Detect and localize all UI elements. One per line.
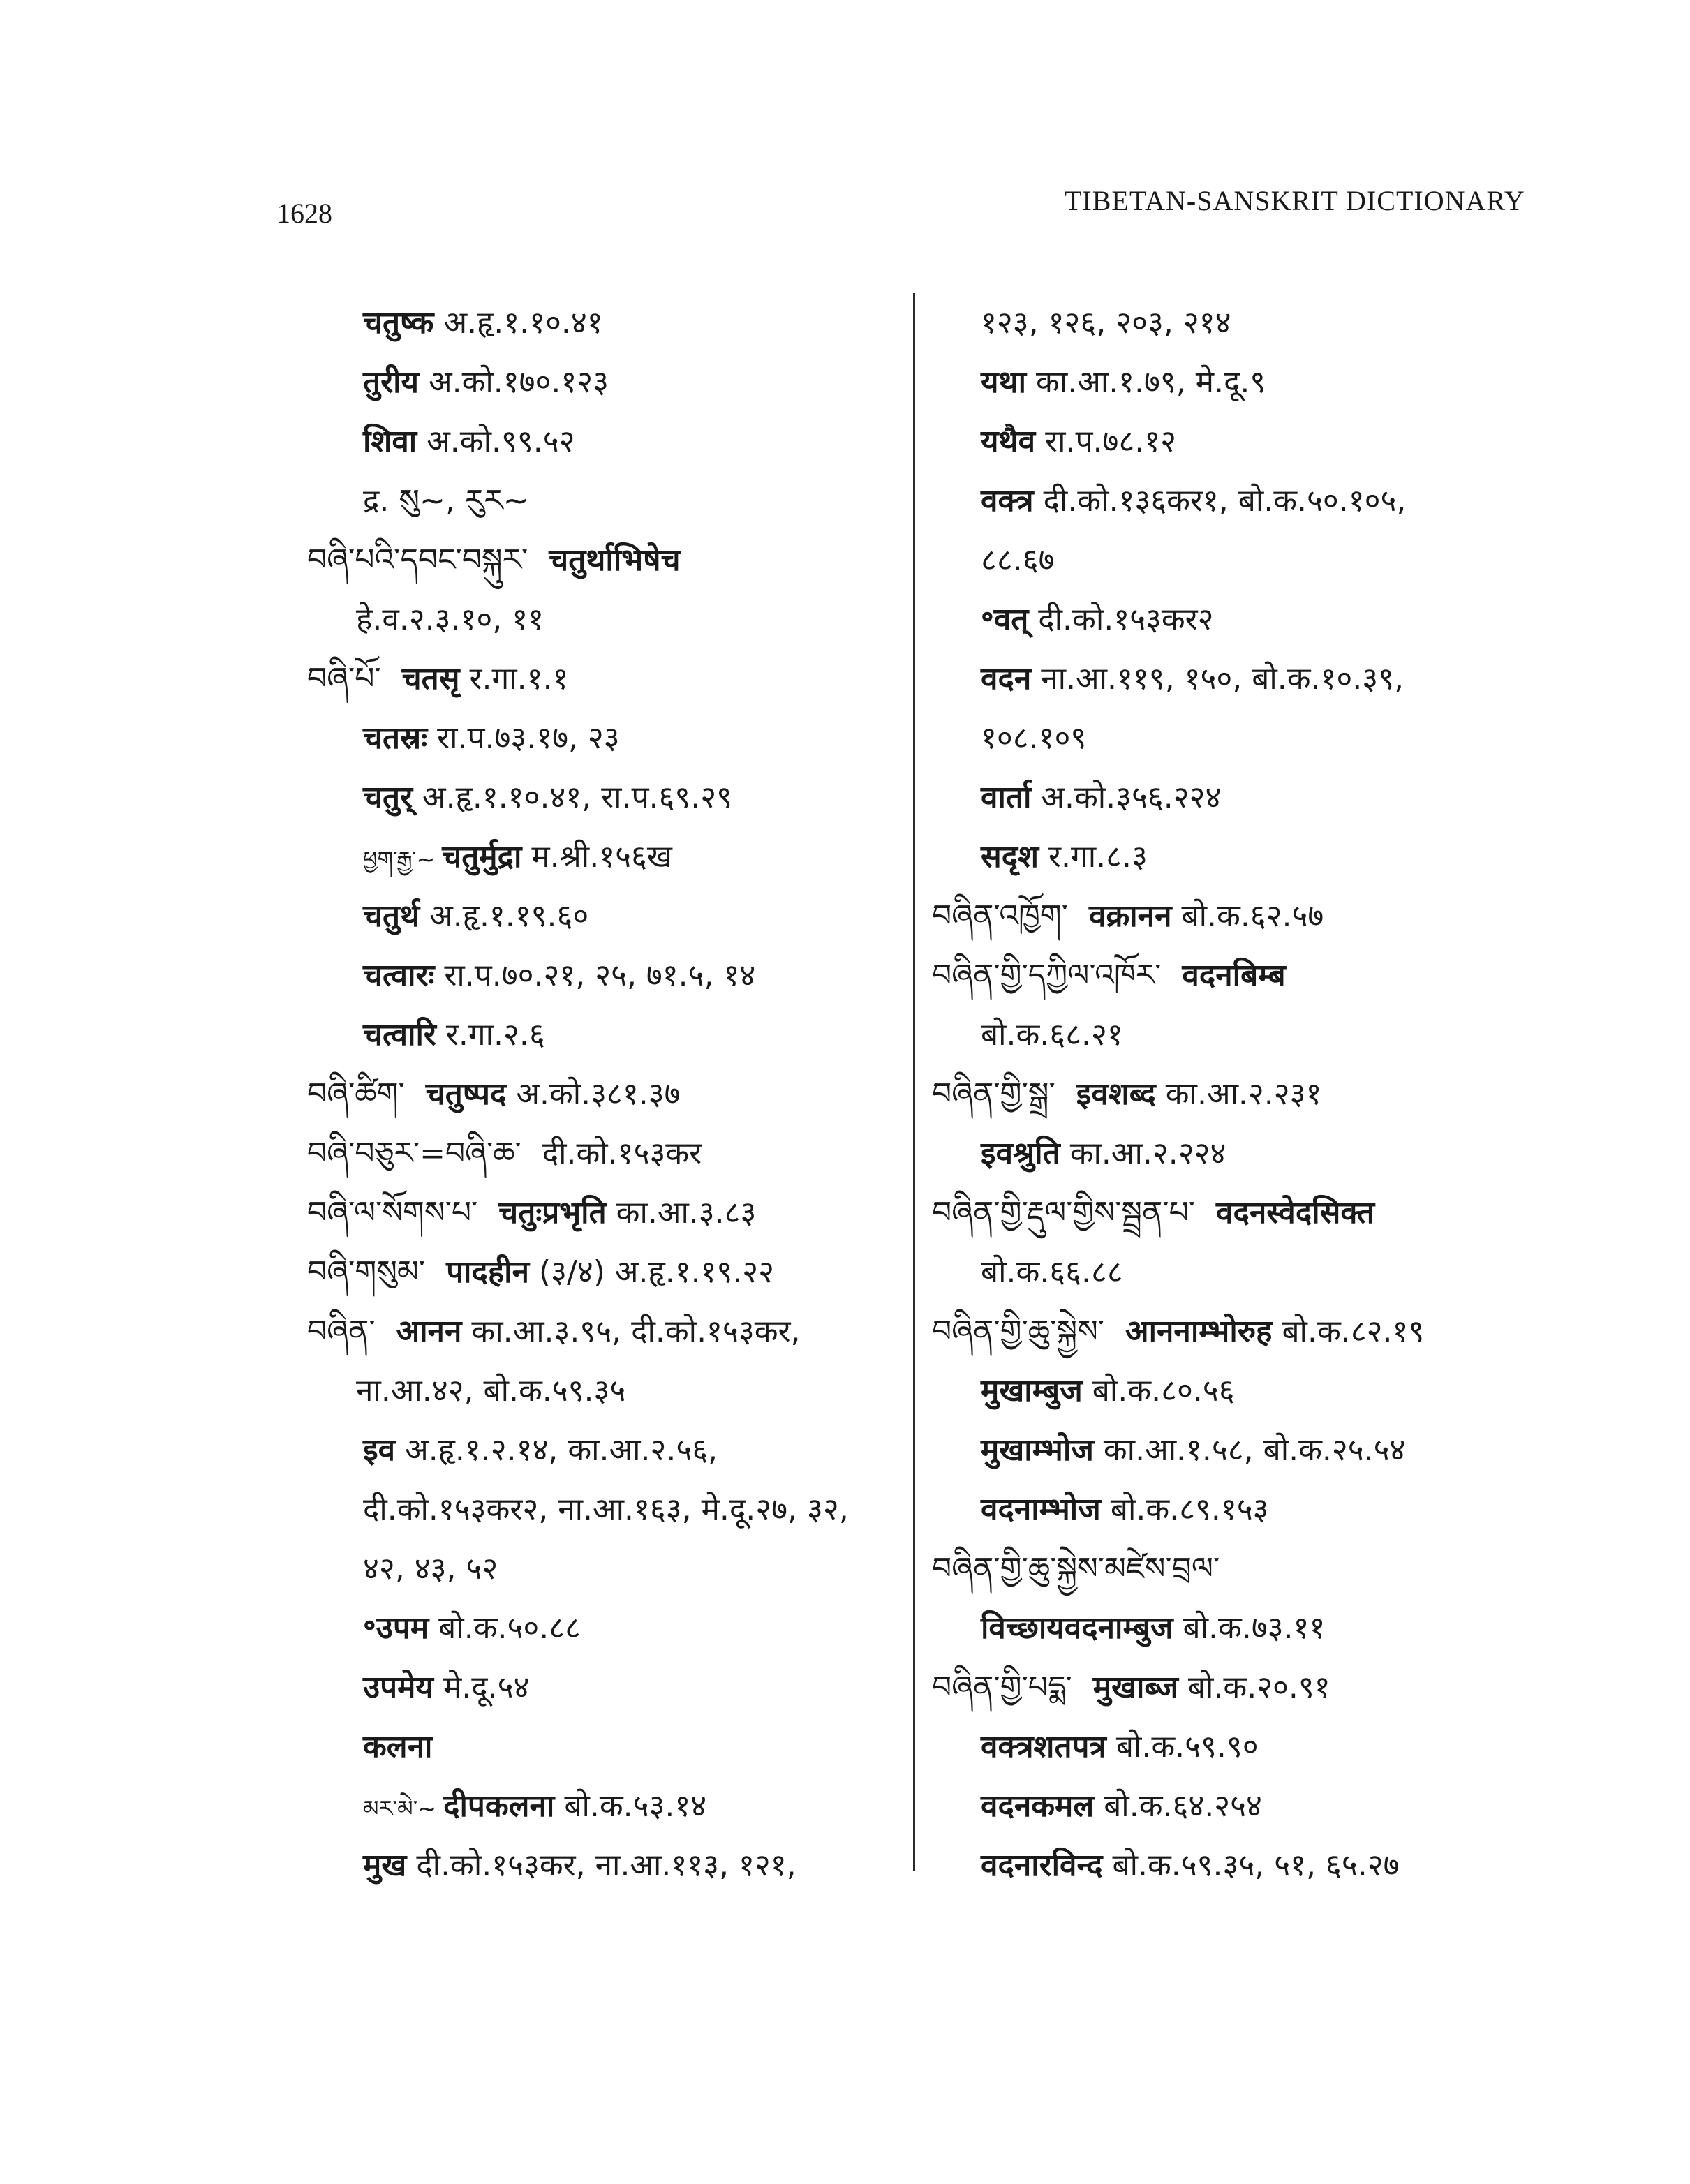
sanskrit-headword: चतुर्	[363, 780, 413, 815]
source-reference: का.आ.२.२३१	[1165, 1076, 1322, 1112]
tibetan-term: བཞི་པོ་	[307, 661, 381, 697]
sanskrit-headword: चतुष्क	[363, 305, 434, 341]
entry-line	[981, 595, 1214, 644]
sanskrit-headword: वदनाम्भोज	[981, 1492, 1101, 1527]
source-reference: बो.क.५९.९०	[1115, 1729, 1259, 1765]
entry-line	[981, 417, 1176, 466]
entry-line	[363, 892, 588, 941]
entry-line	[307, 1248, 774, 1297]
sanskrit-headword: कलना	[363, 1729, 433, 1765]
entry-line	[981, 1011, 1123, 1060]
entry-line	[932, 1189, 1384, 1238]
source-reference: बो.क.५९.३५, ५१, ६५.२७	[1112, 1848, 1400, 1883]
source-reference: बो.क.६४.२५४	[1104, 1788, 1262, 1824]
sanskrit-headword: आननाम्भोरुह	[1125, 1314, 1273, 1349]
source-reference: दी.को.१५३कर, ना.आ.११३, १२१,	[416, 1848, 796, 1883]
tibetan-term: བཞིན་གྱི་རྡུལ་གྱིས་སྦྲན་པ་	[932, 1195, 1196, 1231]
source-reference: दी.को.१५३कर२	[1038, 602, 1214, 637]
sanskrit-headword: चतस्रः	[363, 720, 428, 756]
entry-line	[932, 1663, 1330, 1712]
entry-line	[363, 773, 732, 822]
source-reference: बो.क.७३.११	[1183, 1610, 1326, 1646]
tibetan-term: བཞིན་གྱི་དཀྱིལ་འཁོར་	[932, 958, 1162, 993]
entry-line	[932, 892, 1324, 941]
source-reference: बो.क.६२.५७	[1181, 898, 1324, 934]
source-reference: १२३, १२६, २०३, २१४	[981, 305, 1231, 341]
tibetan-term: བཞི་གསུམ་	[307, 1254, 426, 1290]
tibetan-term: ཕྱག་རྒྱ་~	[363, 846, 436, 872]
sanskrit-headword: मुखाम्भोज	[981, 1432, 1094, 1468]
source-reference: रा.प.७३.१७, २३	[437, 720, 620, 756]
sanskrit-headword: यथैव	[981, 424, 1036, 459]
source-reference: अ.को.३८१.३७	[516, 1076, 681, 1112]
source-reference: मे.दू.५४	[443, 1670, 530, 1705]
entry-line	[363, 951, 755, 1000]
sanskrit-headword: वक्त्र	[981, 483, 1034, 519]
tibetan-term: བཞིན་གྱི་ཆུ་སྐྱེས་མཛེས་བྲལ་	[932, 1551, 1220, 1587]
source-reference: का.आ.१.७९, मे.दू.९	[1036, 364, 1266, 400]
sanskrit-headword: वदनकमल	[981, 1788, 1095, 1824]
entry-line	[981, 833, 1148, 882]
sanskrit-headword: इवश्रुति	[981, 1136, 1060, 1171]
sanskrit-headword: चतुर्मुद्रा	[442, 839, 522, 875]
entry-line	[363, 477, 529, 526]
entry-line	[307, 1129, 702, 1178]
entry-line	[981, 1485, 1269, 1534]
entry-line	[356, 1367, 625, 1416]
sanskrit-headword: वदनारविन्द	[981, 1848, 1103, 1883]
entry-line	[981, 1604, 1325, 1653]
entry-line	[363, 1011, 545, 1060]
sanskrit-headword: शिवा	[363, 424, 417, 459]
sanskrit-headword: सदृश	[981, 839, 1039, 875]
entry-line	[363, 1485, 849, 1534]
sanskrit-headword: इवशब्द	[1076, 1076, 1156, 1112]
entry-line	[363, 833, 672, 882]
source-reference: रा.प.७८.१२	[1045, 424, 1176, 459]
entry-line	[981, 1782, 1262, 1831]
sanskrit-headword: दीपकलना	[443, 1788, 555, 1824]
source-reference: अ.को.९९.५२	[427, 424, 575, 459]
source-reference: दी.को.१३६कर१, बो.क.५०.१०५,	[1043, 483, 1407, 519]
sanskrit-headword: पादहीन	[446, 1254, 529, 1290]
entry-line	[363, 714, 620, 763]
tibetan-term: བཞིན་	[307, 1314, 376, 1349]
tibetan-term: བཞིན་གྱི་སྒྲ་	[932, 1076, 1055, 1112]
source-reference: म.श्री.१५६ख	[531, 839, 672, 875]
source-reference: र.गा.१.१	[469, 661, 569, 697]
sanskrit-headword: चतसृ	[401, 661, 460, 697]
source-reference: बो.क.५०.८८	[438, 1610, 581, 1646]
tibetan-term: བཞིན་གྱི་པདྨ་	[932, 1670, 1072, 1705]
entry-line	[981, 1723, 1259, 1771]
entry-line	[363, 1663, 529, 1712]
sanskrit-headword: वदनस्वेदसिक्त	[1216, 1195, 1375, 1231]
entry-line	[981, 1426, 1405, 1475]
entry-line	[363, 417, 575, 466]
entry-line	[363, 1426, 718, 1475]
tibetan-term: བཞིན་འཁྱོག་	[932, 898, 1069, 934]
entry-line	[981, 714, 1086, 763]
sanskrit-headword: विच्छायवदनाम्बुज	[981, 1610, 1173, 1646]
entry-line	[363, 358, 609, 407]
sanskrit-headword: वक्त्रशतपत्र	[981, 1729, 1106, 1765]
sanskrit-headword: वदनबिम्ब	[1182, 958, 1286, 993]
sanskrit-headword: चतुष्पद	[425, 1076, 507, 1112]
tibetan-term: བཞི་པའི་དབང་བསྐུར་	[307, 542, 528, 578]
sanskrit-headword: चत्वारः	[363, 958, 435, 993]
source-reference: द्र. སུ~, རུར~	[363, 483, 529, 519]
entry-line	[981, 299, 1231, 348]
entry-line	[932, 1307, 1424, 1356]
entry-line	[981, 1129, 1226, 1178]
entry-line	[981, 1841, 1399, 1890]
entry-line	[981, 655, 1404, 704]
source-reference: बो.क.६६.८८	[981, 1254, 1123, 1290]
sanskrit-headword: चतुर्थ	[363, 898, 420, 934]
source-reference: दी.को.१५३कर	[542, 1136, 702, 1171]
entry-line	[307, 1307, 800, 1356]
source-reference: रा.प.७०.२१, २५, ७१.५, १४	[444, 958, 756, 993]
entry-line	[981, 1367, 1235, 1416]
entry-line	[363, 299, 603, 348]
sanskrit-headword: इव	[363, 1432, 396, 1468]
entry-line	[932, 1545, 1240, 1594]
entry-line	[356, 595, 544, 644]
sanskrit-headword: वदन	[981, 661, 1032, 697]
source-reference: अ.हृ.१.२.१४, का.आ.२.५६,	[405, 1432, 718, 1468]
tibetan-term: བཞི་ལ་སོགས་པ་	[307, 1195, 478, 1231]
entry-line	[363, 1545, 498, 1594]
tibetan-term: མར་མེ་~	[363, 1795, 437, 1822]
tibetan-term: བཞིན་གྱི་ཆུ་སྐྱེས་	[932, 1314, 1105, 1349]
entry-line	[981, 477, 1406, 526]
source-reference: का.आ.३.८३	[616, 1195, 757, 1231]
sanskrit-headword: मुखाब्ज	[1092, 1670, 1178, 1705]
entry-line	[981, 773, 1221, 822]
source-reference: अ.हृ.१.१०.४१, रा.प.६९.२९	[422, 780, 733, 815]
source-reference: (३/४) अ.हृ.१.१९.२२	[539, 1254, 775, 1290]
entry-line	[981, 1248, 1123, 1297]
source-reference: दी.को.१५३कर२, ना.आ.१६३, मे.दू.२७, ३२,	[363, 1492, 849, 1527]
source-reference: अ.को.३५६.२२४	[1041, 780, 1222, 815]
source-reference: का.आ.३.९५, दी.को.१५३कर,	[471, 1314, 801, 1349]
entry-line	[981, 358, 1266, 407]
entry-line	[307, 1189, 756, 1238]
source-reference: ४२, ४३, ५२	[363, 1551, 498, 1587]
source-reference: बो.क.८२.१९	[1282, 1314, 1425, 1349]
source-reference: बो.क.८९.१५३	[1110, 1492, 1269, 1527]
sanskrit-headword: चतुर्थाभिषेच	[549, 542, 681, 578]
source-reference: बो.क.५३.१४	[564, 1788, 707, 1824]
running-head: TIBETAN-SANSKRIT DICTIONARY	[1065, 185, 1525, 216]
sanskrit-headword: आनन	[396, 1314, 462, 1349]
entry-line	[981, 536, 1055, 585]
sanskrit-headword: चतुःप्रभृति	[498, 1195, 607, 1231]
tibetan-term: བཞི་བཅུར་=བཞི་ཆ་	[307, 1136, 521, 1171]
source-reference: १०८.१०९	[981, 720, 1087, 756]
sanskrit-headword: उपमेय	[363, 1670, 433, 1705]
entry-line	[363, 1723, 442, 1771]
sanskrit-headword: तुरीय	[363, 364, 419, 400]
source-reference: अ.हृ.१.१९.६०	[429, 898, 589, 934]
source-reference: ना.आ.११९, १५०, बो.क.१०.३९,	[1041, 661, 1404, 697]
sanskrit-headword: चत्वारि	[363, 1017, 436, 1053]
entry-line	[932, 1070, 1321, 1119]
column-divider	[913, 293, 915, 1871]
source-reference: ८८.६७	[981, 542, 1055, 578]
entry-line	[307, 655, 568, 704]
entry-line	[363, 1841, 796, 1890]
source-reference: बो.क.६८.२१	[981, 1017, 1123, 1053]
entry-line	[363, 1782, 706, 1831]
sanskrit-headword: यथा	[981, 364, 1027, 400]
source-reference: का.आ.२.२२४	[1069, 1136, 1226, 1171]
source-reference: र.गा.८.३	[1048, 839, 1148, 875]
source-reference: र.गा.२.६	[445, 1017, 545, 1053]
sanskrit-headword: वक्रानन	[1089, 898, 1172, 934]
source-reference: हे.व.२.३.१०, ११	[356, 602, 544, 637]
source-reference: बो.क.२०.९१	[1187, 1670, 1330, 1705]
source-reference: अ.हृ.१.१०.४१	[443, 305, 603, 341]
entry-line	[932, 951, 1296, 1000]
sanskrit-headword: ॰वत्	[981, 602, 1029, 637]
source-reference: अ.को.१७०.१२३	[429, 364, 609, 400]
sanskrit-headword: मुख	[363, 1848, 407, 1883]
entry-line	[307, 1070, 681, 1119]
source-reference: का.आ.१.५८, बो.क.२५.५४	[1103, 1432, 1406, 1468]
entry-line	[307, 536, 690, 585]
tibetan-term: བཞི་ཚིག་	[307, 1076, 405, 1112]
entry-line	[363, 1604, 581, 1653]
source-reference: बो.क.८०.५६	[1092, 1373, 1235, 1409]
source-reference: ना.आ.४२, बो.क.५९.३५	[356, 1373, 626, 1409]
sanskrit-headword: मुखाम्बुज	[981, 1373, 1083, 1409]
sanskrit-headword: ॰उपम	[363, 1610, 429, 1646]
sanskrit-headword: वार्ता	[981, 780, 1032, 815]
page-number: 1628	[276, 198, 332, 229]
